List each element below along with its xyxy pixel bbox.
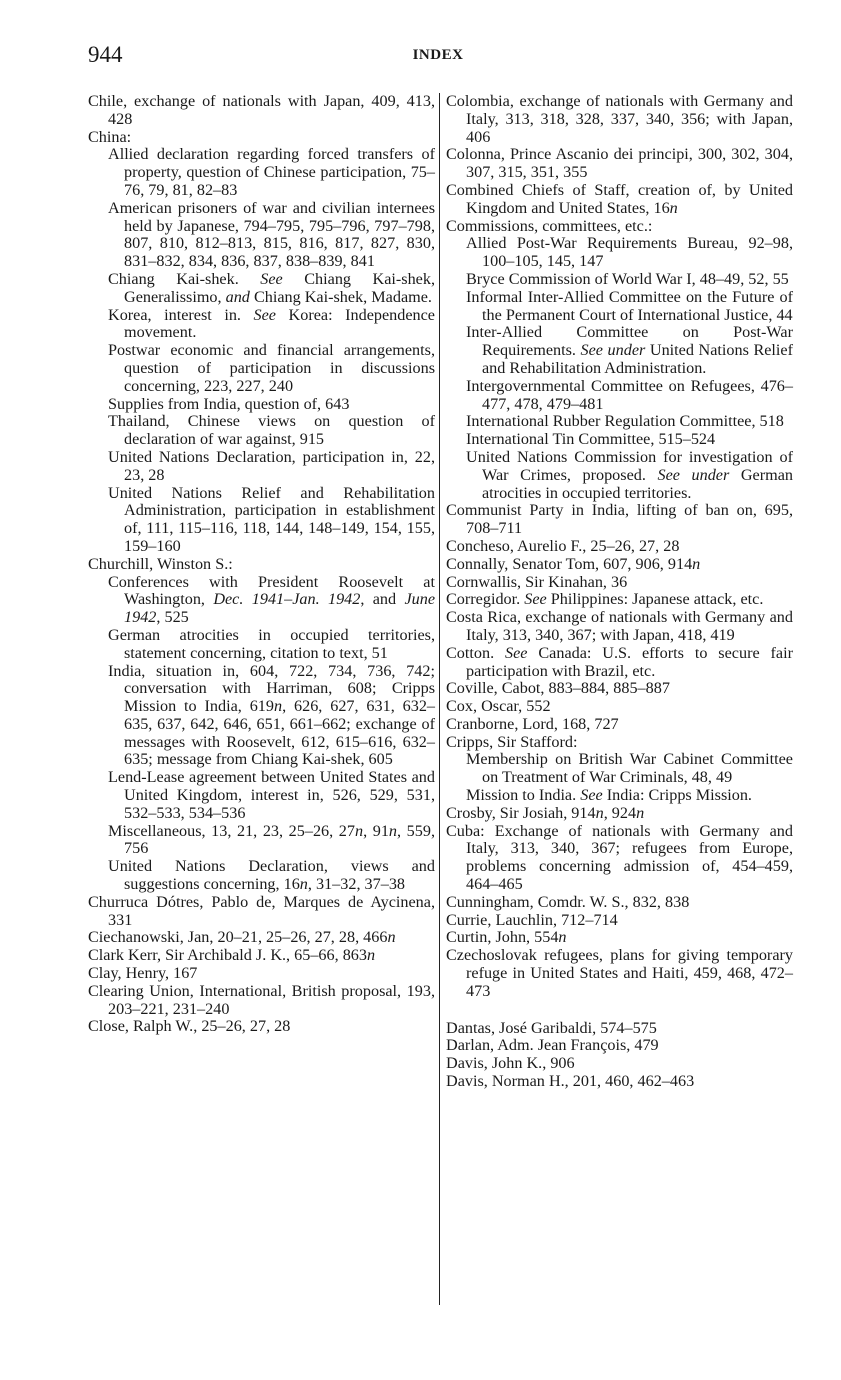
- index-entry: Commissions, committees, etc.:: [446, 216, 653, 235]
- index-entry: Chile, exchange of nationals with Japan, 409, 413, 428: [88, 92, 435, 128]
- index-subentry: Allied Post-War Requirements Bureau, 92–98, 100–105, 145, 147: [466, 234, 793, 271]
- index-subentry: Miscellaneous, 13, 21, 23, 25–26, 27n, 91n, 559, 756: [108, 821, 435, 858]
- index-entry: Curtin, John, 554n: [446, 928, 567, 947]
- index-entry: Coville, Cabot, 883–884, 885–887: [446, 679, 670, 698]
- index-entry: Colombia, exchange of nationals with Germany and Italy, 313, 318, 328, 337, 340, 356; with Japan, 406: [446, 92, 793, 146]
- index-subentry: Conferences with President Roosevelt at Washington, Dec. 1941–Jan. 1942, and June 1942, 525: [108, 572, 436, 627]
- page-number: 944: [88, 42, 123, 67]
- index-entry: Cranborne, Lord, 168, 727: [446, 714, 619, 733]
- index-subentry: Lend-Lease agreement between United States and United Kingdom, interest in, 526, 529, 531, 532–533, 534–536: [108, 768, 435, 822]
- index-entry: Churruca Dótres, Pablo de, Marques de Aycinena, 331: [88, 892, 435, 929]
- index-subentry: United Nations Declaration, participation in, 22, 23, 28: [108, 447, 435, 484]
- index-subentry: German atrocities in occupied territories, statement concerning, citation to text, 51: [108, 625, 435, 662]
- index-subentry: India, situation in, 604, 722, 734, 736, 742; conversation with Harriman, 608; Cripps Mission to India, 619n, 626, 627, 631, 632–635, 637, 642, 646, 651, 661–662; exchange of messages with Roosevelt, 612, 615–616, 632–635; message from Chiang Kai-shek, 605: [108, 661, 436, 769]
- index-entry: Czechoslovak refugees, plans for giving temporary refuge in United States and Haiti, 459, 468, 472–473: [446, 946, 793, 1000]
- index-entry: Cripps, Sir Stafford:: [446, 732, 578, 751]
- index-column-right: [446, 93, 793, 1091]
- index-entry: Concheso, Aurelio F., 25–26, 27, 28: [446, 536, 680, 555]
- index-subentry: United Nations Commission for investigation of War Crimes, proposed. See under German atrocities in occupied territories.: [466, 447, 794, 502]
- index-entry: Dantas, José Garibaldi, 574–575: [446, 1018, 657, 1037]
- index-entry: Clearing Union, International, British proposal, 193, 203–221, 231–240: [88, 981, 435, 1018]
- page-header: [88, 42, 788, 72]
- index-entry: Cox, Oscar, 552: [446, 697, 551, 716]
- index-subentry: United Nations Declaration, views and suggestions concerning, 16n, 31–32, 37–38: [108, 857, 435, 894]
- index-subentry: Inter-Allied Committee on Post-War Requirements. See under United Nations Relief and Rehabilitation Administration.: [466, 323, 793, 377]
- index-entry: Davis, John K., 906: [446, 1054, 575, 1073]
- index-entry: Combined Chiefs of Staff, creation of, by United Kingdom and United States, 16n: [446, 180, 793, 217]
- column-divider: [439, 93, 440, 1305]
- index-column-left: [88, 93, 435, 1036]
- index-subentry: Membership on British War Cabinet Committee on Treatment of War Criminals, 48, 49: [466, 750, 793, 787]
- index-entry: Costa Rica, exchange of nationals with Germany and Italy, 313, 340, 367; with Japan, 418, 419: [446, 608, 793, 644]
- index-subentry: Supplies from India, question of, 643: [108, 394, 350, 413]
- index-entry: Cunningham, Comdr. W. S., 832, 838: [446, 892, 690, 911]
- index-entry: Communist Party in India, lifting of ban on, 695, 708–711: [446, 501, 793, 538]
- index-entry: Ciechanowski, Jan, 20–21, 25–26, 27, 28, 466n: [88, 928, 396, 947]
- index-entry: Cornwallis, Sir Kinahan, 36: [446, 572, 628, 591]
- index-entry: China:: [88, 127, 132, 146]
- index-subentry: Mission to India. See India: Cripps Mission.: [466, 786, 752, 805]
- index-subentry: American prisoners of war and civilian internees held by Japanese, 794–795, 795–796, 797–798, 807, 810, 812–813, 815, 816, 817, 827, 830, 831–832, 834, 836, 837, 838–839, 841: [108, 198, 435, 271]
- index-entry: Darlan, Adm. Jean François, 479: [446, 1036, 659, 1055]
- index-entry: Clay, Henry, 167: [88, 964, 198, 983]
- index-entry: Currie, Lauchlin, 712–714: [446, 910, 618, 929]
- running-title: INDEX: [412, 47, 464, 63]
- index-subentry: United Nations Relief and Rehabilitation Administration, participation in establishment of, 111, 115–116, 118, 144, 148–149, 154, 155, 159–160: [108, 483, 435, 555]
- index-subentry: Korea, interest in. See Korea: Independence movement.: [108, 305, 435, 342]
- index-subentry: International Tin Committee, 515–524: [466, 430, 716, 449]
- index-subentry: Informal Inter-Allied Committee on the Future of the Permanent Court of International Justice, 44: [466, 287, 793, 324]
- index-subentry: Bryce Commission of World War I, 48–49, 52, 55: [466, 269, 789, 288]
- index-entry: Corregidor. See Philippines: Japanese attack, etc.: [446, 590, 764, 609]
- index-entry: Davis, Norman H., 201, 460, 462–463: [446, 1072, 695, 1091]
- index-subentry: Chiang Kai-shek. See Chiang Kai-shek, Generalissimo, and Chiang Kai-shek, Madame.: [108, 269, 435, 306]
- index-entry: Churchill, Winston S.:: [88, 554, 233, 573]
- index-entry: Connally, Senator Tom, 607, 906, 914n: [446, 554, 701, 573]
- index-subentry: Postwar economic and financial arrangements, question of participation in discussions concerning, 223, 227, 240: [108, 341, 435, 395]
- index-entry: Close, Ralph W., 25–26, 27, 28: [88, 1017, 291, 1036]
- index-entry: Cuba: Exchange of nationals with Germany and Italy, 313, 340, 367; refugees from Europe, problems concerning admission of, 454–459, 464–465: [446, 821, 793, 894]
- index-subentry: International Rubber Regulation Committee, 518: [466, 412, 784, 431]
- index-entry: Colonna, Prince Ascanio dei principi, 300, 302, 304, 307, 315, 351, 355: [446, 145, 793, 182]
- index-subentry: Allied declaration regarding forced transfers of property, question of Chinese participation, 75–76, 79, 81, 82–83: [108, 145, 435, 199]
- index-subentry: Intergovernmental Committee on Refugees, 476–477, 478, 479–481: [466, 376, 793, 413]
- index-entry: Crosby, Sir Josiah, 914n, 924n: [446, 803, 645, 822]
- index-entry: Cotton. See Canada: U.S. efforts to secure fair participation with Brazil, etc.: [446, 643, 793, 680]
- index-subentry: Thailand, Chinese views on question of declaration of war against, 915: [108, 412, 435, 449]
- index-entry: Clark Kerr, Sir Archibald J. K., 65–66, 863n: [88, 946, 376, 965]
